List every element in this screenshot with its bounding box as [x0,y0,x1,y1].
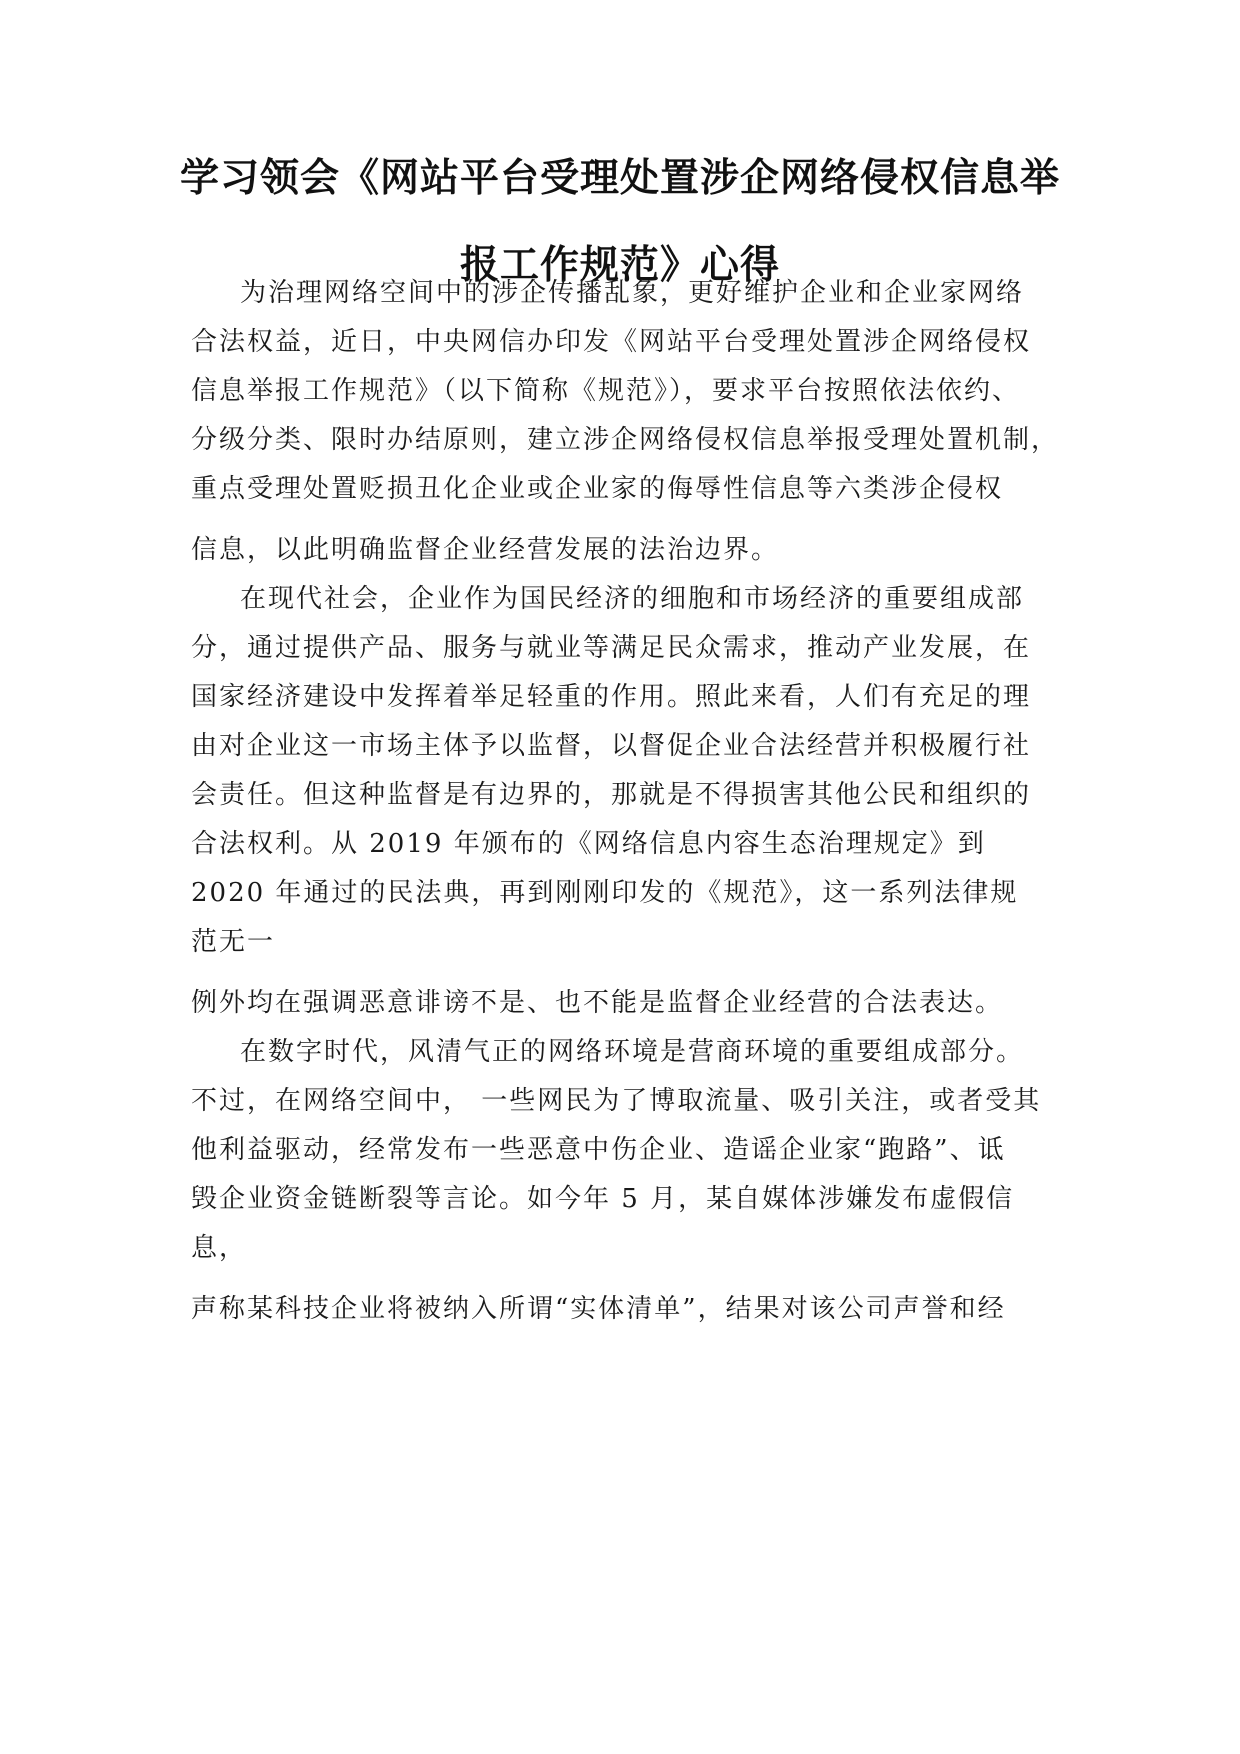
document-title-line-2: 报工作规范》心得 [459,243,780,288]
paragraph-2-line-9: 例外均在强调恶意诽谤不是、也不能是监督企业经营的合法表达。 [191,988,1004,1018]
paragraph-2-line-3: 国家经济建设中发挥着举足轻重的作用。照此来看，人们有充足的理 [191,682,1032,712]
paragraph-3-line-3: 他利益驱动，经常发布一些恶意中伤企业、造谣企业家“跑路”、诋 [191,1135,1006,1165]
paragraph-1-line-1: 为治理网络空间中的涉企传播乱象，更好维护企业和企业家网络 [240,278,1025,308]
paragraph-3-line-2: 不过，在网络空间中， 一些网民为了博取流量、吸引关注，或者受其 [191,1086,1042,1116]
paragraph-2-line-1: 在现代社会，企业作为国民经济的细胞和市场经济的重要组成部 [240,584,1025,614]
paragraph-1-line-3: 信息举报工作规范》（以下简称《规范》），要求平台按照依法依约、 [191,376,1021,406]
paragraph-2-line-4: 由对企业这一市场主体予以监督，以督促企业合法经营并积极履行社 [191,731,1032,761]
paragraph-1-line-6: 信息，以此明确监督企业经营发展的法治边界。 [191,535,780,565]
paragraph-3-line-5: 息， [191,1233,248,1263]
document-title-line-1: 学习领会《网站平台受理处置涉企网络侵权信息举 [179,156,1060,201]
paragraph-2-line-7: 2020 年通过的民法典，再到刚刚印发的《规范》，这一系列法律规 [191,878,1019,908]
paragraph-3-line-1: 在数字时代，风清气正的网络环境是营商环境的重要组成部分。 [240,1037,1025,1067]
paragraph-1-line-5: 重点受理处置贬损丑化企业或企业家的侮辱性信息等六类涉企侵权 [191,474,1004,504]
paragraph-1-line-4: 分级分类、限时办结原则，建立涉企网络侵权信息举报受理处置机制， [191,425,1060,455]
paragraph-2-line-8: 范无一 [191,927,276,957]
paragraph-1-line-2: 合法权益，近日，中央网信办印发《网站平台受理处置涉企网络侵权 [191,327,1032,357]
paragraph-2-line-5: 会责任。但这种监督是有边界的，那就是不得损害其他公民和组织的 [191,780,1032,810]
paragraph-3-line-4: 毁企业资金链断裂等言论。如今年 5 月，某自媒体涉嫌发布虚假信 [191,1184,1015,1214]
paragraph-2-line-2: 分，通过提供产品、服务与就业等满足民众需求，推动产业发展，在 [191,633,1032,663]
paragraph-2-line-6: 合法权利。从 2019 年颁布的《网络信息内容生态治理规定》到 [191,829,986,859]
paragraph-3-line-6: 声称某科技企业将被纳入所谓“实体清单”，结果对该公司声誉和经 [191,1294,1006,1324]
